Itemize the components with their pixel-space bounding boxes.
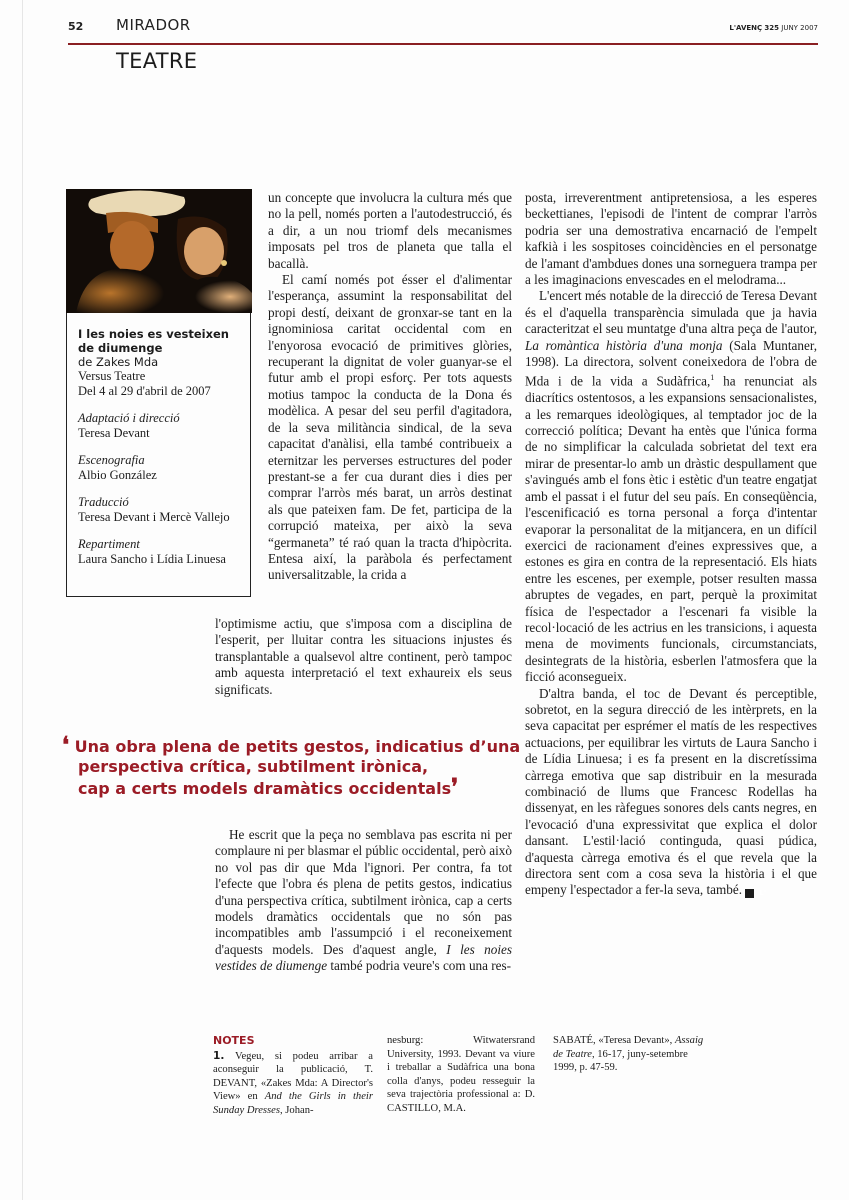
play-title: I les noies es vesteixen de diumenge bbox=[78, 327, 229, 355]
note-italic: And the Girls in their Sunday Dresses bbox=[213, 1091, 374, 1116]
credit-names: Teresa Devant bbox=[78, 426, 150, 440]
close-quote-icon: ❜ bbox=[451, 774, 459, 800]
article-column-2 bbox=[525, 190, 817, 899]
credit-role: Adaptació i direcció bbox=[78, 411, 180, 425]
pull-quote-text: cap a certs models dramàtics occidentals bbox=[78, 779, 452, 798]
notes-column-1 bbox=[213, 1034, 373, 1118]
play-dates: Del 4 al 29 d'abril de 2007 bbox=[78, 384, 211, 398]
credit-names: Teresa Devant i Mercè Vallejo bbox=[78, 510, 230, 524]
actresses-photo-illustration bbox=[66, 189, 252, 313]
credit-role: Traducció bbox=[78, 495, 129, 509]
header-rule bbox=[68, 43, 818, 45]
issue-info bbox=[729, 24, 818, 32]
notes-heading: NOTES bbox=[213, 1034, 255, 1047]
page-edge bbox=[22, 0, 23, 1200]
text-run: també podria veure's com una res- bbox=[327, 958, 512, 974]
article-column-1-narrow bbox=[268, 190, 512, 584]
issue-date: JUNY 2007 bbox=[781, 24, 818, 32]
magazine-name: L'AVENÇ bbox=[729, 24, 763, 32]
note-number: 1. bbox=[213, 1049, 225, 1062]
pull-quote-line: perspectiva crítica, subtilment irònica, bbox=[78, 757, 429, 776]
note-text: Vegeu, si podeu arribar a aconseguir la publicació, T. DEVANT, «Zakes Mda: A Director's View» en bbox=[213, 1050, 373, 1103]
end-of-article-icon: L' bbox=[745, 889, 754, 898]
paragraph bbox=[525, 288, 817, 685]
subsection-title: TEATRE bbox=[116, 49, 198, 73]
pull-quote-line bbox=[62, 732, 521, 758]
paragraph: posta, irreverentment antipretensiosa, a les esperes beckettianes, l'episodi de l'intent de comprar l'arròs podria ser una demostrativa encarnació de l'empelt kafkià i les sospitoses coincidències en el personatge de l'amant d'ambdues dones una sorneguera trampa per a les imaginacions envescades en el melodrama... bbox=[525, 190, 817, 288]
notes-column-3 bbox=[553, 1034, 713, 1075]
credit-item bbox=[78, 537, 248, 567]
credit-names: Albio González bbox=[78, 468, 157, 482]
credit-item bbox=[78, 411, 248, 441]
article-column-1-wide bbox=[215, 616, 512, 698]
infobox-content bbox=[78, 327, 248, 567]
note-text: , 16-17, juny-setembre 1999, p. 47-59. bbox=[553, 1048, 688, 1074]
note-text: , Johan- bbox=[280, 1104, 314, 1116]
page-number: 52 bbox=[68, 20, 84, 33]
text-run: D'altra banda, el toc de Devant és perceptible, sobretot, en la segura direcció de les intèrprets, en la seva capacitat per esprémer el matís de les respectives actuacions, per equilibrar les virtuts de Laura Sancho i de Lídia Linuesa; i es fa present en la discretíssima càrrega emotiva que sap distribuir en la mesurada combinació de llums que Francesc Rodellas ha dissenyat, en les ràfegues sonores dels cants negres, en l'evocació d'una expressivitat que explica el dolor dansant. L'estil·lació continguda, quasi púdica, d'aquesta càrrega emotiva és el que revela que la directora sent com a cosa seva la història i el que empeny l'espectador a fer-la seva, també. bbox=[525, 685, 817, 898]
pull-quote-text: Una obra plena de petits gestos, indicatius d’una bbox=[74, 737, 521, 756]
footnote-ref[interactable]: 1 bbox=[710, 373, 715, 383]
paragraph bbox=[525, 686, 817, 899]
play-venue: Versus Teatre bbox=[78, 369, 146, 383]
note-text: SABATÉ, «Teresa Devant», bbox=[553, 1035, 675, 1046]
credit-item bbox=[78, 495, 248, 525]
notes-column-2 bbox=[387, 1034, 535, 1116]
production-photo bbox=[66, 189, 252, 313]
open-quote-icon: ❛ bbox=[62, 732, 70, 758]
paragraph: El camí només pot ésser el d'alimentar l'esperança, assumint la responsabilitat del propi destí, deixant de gronxar-se tant en la ignominiosa caritat occidental com en l'enyorosa evocació de primitives glòries, recuperant la dignitat de voler guanyar-se el futur amb el propi esforç. Per tots aquests motius tampoc la conducta de la Dona és modèlica. A pesar del seu perfil d'agitadora, de la seva militància sindical, de la seva capacitat d'anàlisi, ella també contribueix a eternitzar les perverses estructures del poder prestant-se a fer cua durant dies i dies per comprar l'arròs més barat, un arròs destinat als que pateixen fam. De fet, participa de la corrupció mateixa, per això la seva “germaneta” té raó quan la tracta d'hipòcrita. Entesa així, la paràbola és perfectament universalitzable, la crida a bbox=[268, 272, 512, 583]
text-run: L'encert més notable de la direcció de Teresa Devant és el d'aquella transparència simulada que ja havia caracteritzat el seu muntatge d'una altra peça de l'autor, bbox=[525, 288, 818, 337]
play-title-italic: I les noies vestides de diumenge bbox=[215, 941, 512, 974]
credit-role: Repartiment bbox=[78, 537, 140, 551]
issue-number: 325 bbox=[764, 24, 780, 32]
note-text: nesburg: Witwatersrand University, 1993. Devant va viure i treballar a Sudàfrica una bona colla d'anys, podeu resseguir la seva trajectòria professional a: D. CASTILLO, M.A. bbox=[387, 1035, 535, 1114]
credit-names: Laura Sancho i Lídia Linuesa bbox=[78, 552, 226, 566]
play-title-italic: La romàntica història d'una monja bbox=[525, 337, 723, 353]
paragraph-continuation: l'optimisme actiu, que s'imposa com a disciplina de l'esperit, per lluitar contra les situacions injustes és transplantable a qualsevol altre continent, però tampoc amb aquesta interpretació el text exhaureix els seus significats. bbox=[215, 616, 512, 697]
article-column-1-lower bbox=[215, 827, 512, 975]
paragraph: un concepte que involucra la cultura més que no la pell, només porten a l'autodestrucció, és a dir, a un nou triomf dels mecanismes imposats pel tros de planeta que talla el bacallà. bbox=[268, 190, 512, 271]
pull-quote bbox=[62, 732, 521, 800]
paragraph bbox=[215, 827, 512, 975]
credit-role: Escenografia bbox=[78, 453, 145, 467]
play-author: de Zakes Mda bbox=[78, 355, 159, 369]
section-title: MIRADOR bbox=[116, 16, 191, 34]
text-run: He escrit que la peça no semblava pas escrita ni per complaure ni per blasmar el públic occidental, però això no vol pas dir que Mda l'ignori. Per contra, fa tot l'efecte que l'obra és plena de petits gestos, indicatius d'una perspectiva crítica, subtilment irònica, cap a certs models dramàtics occidentals que no són pas incompatibles amb l'assumpció i el reconeixement d'aquests models. Des d'aquest angle, bbox=[215, 827, 512, 957]
text-run: ha renunciat als diacrítics ostentosos, a les expansions sensacionalistes, a les remarques ideològiques, al temptador joc de la correcció política; Devant ha entès que l'única forma de no simplificar la calculada sobrietat del text era mirar de presentar-lo amb un dràstic despullament que s'avingués amb el fons ètic i estètic d'un teatre engatjat amb el passat i el futur del seu país. En conseqüència, l'escenificació es torna personal a força d'intentar evaporar la personalitat de la mitjancera, en un difícil exercici de racionament d'eines expressives que, a estones es gira en contra de la representació. Els hiats entre les escenes, per exemple, potser resulten massa abruptes de vegades, en part, perquè la proximitat física de l'espectador a l'escenari fa visible la recol·locació de les actrius en les transicions, i aquesta mena de moviments funcionals, circumstanciats, desintegrats de la història, esberlen l'atmosfera que la ficció aconsegueix. bbox=[525, 373, 817, 685]
credit-item bbox=[78, 453, 248, 483]
pull-quote-line bbox=[62, 774, 512, 800]
text-run: (Sala Muntaner, 1998). La directora, solvent coneixedora de l'obra de Mda i de la vida a Sudàfrica, bbox=[525, 337, 817, 389]
running-header bbox=[68, 16, 818, 44]
note-italic: Assaig de Teatre bbox=[553, 1035, 704, 1060]
